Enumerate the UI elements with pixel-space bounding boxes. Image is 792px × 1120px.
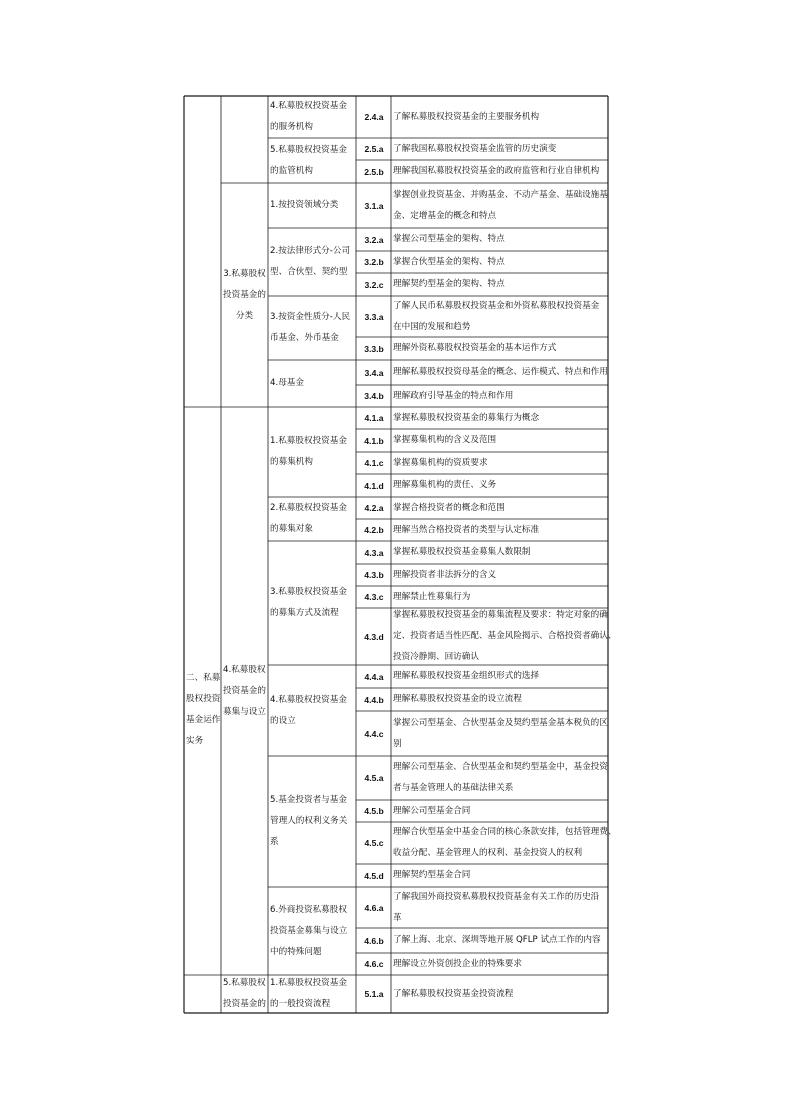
item-text-line: 掌握合格投资者的概念和范围 xyxy=(393,503,505,513)
item-code: 4.1.b xyxy=(364,436,384,446)
item-code: 4.4.c xyxy=(364,729,384,739)
subtopic-label-line: 的服务机构 xyxy=(270,122,313,132)
section-label-line: 实务 xyxy=(186,736,204,746)
subtopic-label-line: 币基金、外币基金 xyxy=(270,333,339,343)
subtopic-label-line: 管理人的权利义务关 xyxy=(270,816,348,826)
topic-label-line: 投资基金的 xyxy=(223,999,266,1009)
item-code: 3.2.c xyxy=(364,280,384,290)
item-text-line: 理解政府引导基金的特点和作用 xyxy=(393,391,514,401)
item-text-line: 理解投资者非法拆分的含义 xyxy=(393,570,497,580)
item-code: 3.4.a xyxy=(364,368,384,378)
item-code: 2.5.b xyxy=(364,167,384,177)
subtopic-label-line: 3.按资金性质分-人民 xyxy=(270,312,351,322)
item-text-line: 理解募集机构的责任、义务 xyxy=(393,480,497,490)
item-text-line: 掌握创业投资基金、并购基金、不动产基金、基础设施基 xyxy=(393,190,608,200)
item-text-line: 了解私募股权投资基金的主要服务机构 xyxy=(393,112,540,122)
topic-label-line: 投资基金的 xyxy=(223,686,266,696)
item-text-line: 理解契约型基金的架构、特点 xyxy=(393,279,505,289)
topic-label-line: 投资基金的 xyxy=(223,290,266,300)
subtopic-label-line: 1.按投资领域分类 xyxy=(270,200,339,210)
section-label-line: 二、私募 xyxy=(186,673,221,683)
section-label-line: 股权投资 xyxy=(186,694,221,704)
topic-label-line: 4.私募股权 xyxy=(223,665,266,675)
subtopic-label-line: 5.私募股权投资基金 xyxy=(270,145,347,155)
item-text-line: 理解合伙型基金中基金合同的核心条款安排，包括管理费、 xyxy=(393,827,617,837)
topic-label-line: 分类 xyxy=(235,311,254,321)
item-text-line: 理解外资私募股权投资基金的基本运作方式 xyxy=(393,343,557,353)
item-code: 4.3.a xyxy=(364,548,384,558)
subtopic-label-line: 1.私募股权投资基金 xyxy=(270,978,347,988)
item-code: 4.6.a xyxy=(364,903,384,913)
item-code: 4.4.b xyxy=(364,695,384,705)
item-text-line: 理解我国私募股权投资基金的政府监管和行业自律机构 xyxy=(393,166,600,176)
item-text-line: 掌握募集机构的含义及范围 xyxy=(393,435,497,445)
subtopic-label-line: 的募集方式及流程 xyxy=(270,608,339,618)
subtopic-label-line: 的募集机构 xyxy=(270,457,313,467)
item-code: 4.4.a xyxy=(364,672,384,682)
subtopic-label-line: 2.按法律形式分-公司 xyxy=(270,246,351,256)
subtopic-label-line: 4.私募股权投资基金 xyxy=(270,101,347,111)
item-code: 4.1.c xyxy=(364,458,384,468)
item-code: 4.5.b xyxy=(364,806,384,816)
subtopic-label-line: 3.私募股权投资基金 xyxy=(270,587,347,597)
item-text-line: 了解私募股权投资基金投资流程 xyxy=(393,989,514,999)
item-text-line: 别 xyxy=(393,739,402,749)
subtopic-label-line: 4.母基金 xyxy=(270,378,304,388)
item-text-line: 理解公司型基金、合伙型基金和契约型基金中，基金投资 xyxy=(393,762,608,772)
item-code: 4.6.c xyxy=(364,959,384,969)
item-code: 4.6.b xyxy=(364,936,384,946)
subtopic-label-line: 系 xyxy=(270,837,279,847)
subtopic-label-line: 2.私募股权投资基金 xyxy=(270,503,347,513)
item-text-line: 理解当然合格投资者的类型与认定标准 xyxy=(393,525,540,535)
subtopic-label-line: 6.外商投资私募股权 xyxy=(270,905,347,915)
subtopic-label-line: 的募集对象 xyxy=(270,524,313,534)
subtopic-label-line: 1.私募股权投资基金 xyxy=(270,436,347,446)
item-code: 4.1.a xyxy=(364,413,384,423)
item-code: 2.4.a xyxy=(364,112,384,122)
item-text-line: 掌握私募股权投资基金的募集流程及要求：特定对象的确 xyxy=(393,610,608,620)
item-code: 3.1.a xyxy=(364,201,384,211)
item-code: 5.1.a xyxy=(364,989,384,999)
item-text-line: 理解设立外资创投企业的特殊要求 xyxy=(393,959,522,969)
item-text-line: 定、投资者适当性匹配、基金风险揭示、合格投资者确认、 xyxy=(393,631,617,641)
subtopic-label-line: 中的特殊问题 xyxy=(270,947,322,957)
item-text-line: 者与基金管理人的基础法律关系 xyxy=(393,783,514,793)
subtopic-label-line: 的监管机构 xyxy=(270,166,313,176)
item-code: 3.2.b xyxy=(364,257,384,267)
item-code: 4.3.c xyxy=(364,592,384,602)
item-code: 3.3.b xyxy=(364,344,384,354)
item-text-line: 理解私募股权投资基金组织形式的选择 xyxy=(393,671,540,681)
item-code: 4.3.d xyxy=(364,632,384,642)
item-text-line: 了解上海、北京、深圳等地开展 QFLP 试点工作的内容 xyxy=(393,935,601,945)
item-code: 3.3.a xyxy=(364,312,384,322)
subtopic-label-line: 4.私募股权投资基金 xyxy=(270,695,347,705)
section-label-line: 基金运作 xyxy=(186,715,221,725)
item-text-line: 理解私募股权投资母基金的概念、运作模式、特点和作用 xyxy=(393,367,608,377)
item-code: 3.2.a xyxy=(364,235,384,245)
item-text-line: 掌握私募股权投资基金的募集行为概念 xyxy=(393,413,540,423)
item-text-line: 掌握公司型基金、合伙型基金及契约型基金基本税负的区 xyxy=(393,718,608,728)
item-text-line: 掌握募集机构的资质要求 xyxy=(393,458,488,468)
item-code: 4.2.a xyxy=(364,503,384,513)
subtopic-label-line: 的一般投资流程 xyxy=(270,999,331,1009)
item-code: 4.5.a xyxy=(364,773,384,783)
item-text-line: 理解契约型基金合同 xyxy=(393,870,471,880)
item-text-line: 投资冷静期、回访确认 xyxy=(393,652,479,662)
item-text-line: 理解私募股权投资基金的设立流程 xyxy=(393,694,522,704)
item-text-line: 理解禁止性募集行为 xyxy=(393,592,471,602)
item-text-line: 了解我国外商投资私募股权投资基金有关工作的历史沿 xyxy=(393,892,600,902)
item-text-line: 理解公司型基金合同 xyxy=(393,806,471,816)
subtopic-label-line: 的设立 xyxy=(270,716,296,726)
item-code: 4.5.c xyxy=(364,838,384,848)
topic-label-line: 3.私募股权 xyxy=(223,269,266,279)
item-text-line: 掌握合伙型基金的架构、特点 xyxy=(393,257,505,267)
item-code: 4.1.d xyxy=(364,481,384,491)
subtopic-label-line: 型、合伙型、契约型 xyxy=(270,267,348,277)
item-code: 3.4.b xyxy=(364,391,384,401)
subtopic-label-line: 投资基金募集与设立 xyxy=(270,926,348,936)
item-text-line: 了解我国私募股权投资基金监管的历史演变 xyxy=(393,144,557,154)
item-text-line: 收益分配、基金管理人的权利、基金投资人的权利 xyxy=(393,848,583,858)
item-code: 2.5.a xyxy=(364,144,384,154)
item-text-line: 掌握私募股权投资基金募集人数限制 xyxy=(393,547,531,557)
subtopic-label-line: 5.基金投资者与基金 xyxy=(270,795,347,805)
item-text-line: 掌握公司型基金的架构、特点 xyxy=(393,234,505,244)
item-text-line: 革 xyxy=(393,913,402,923)
item-text-line: 在中国的发展和趋势 xyxy=(393,322,471,332)
item-text-line: 金、定增基金的概念和特点 xyxy=(393,211,497,221)
item-code: 4.3.b xyxy=(364,570,384,580)
topic-label-line: 募集与设立 xyxy=(223,707,266,717)
topic-label-line: 5.私募股权 xyxy=(223,978,266,988)
item-code: 4.5.d xyxy=(364,871,384,881)
item-code: 4.2.b xyxy=(364,525,384,535)
item-text-line: 了解人民币私募股权投资基金和外资私募股权投资基金 xyxy=(393,301,600,311)
